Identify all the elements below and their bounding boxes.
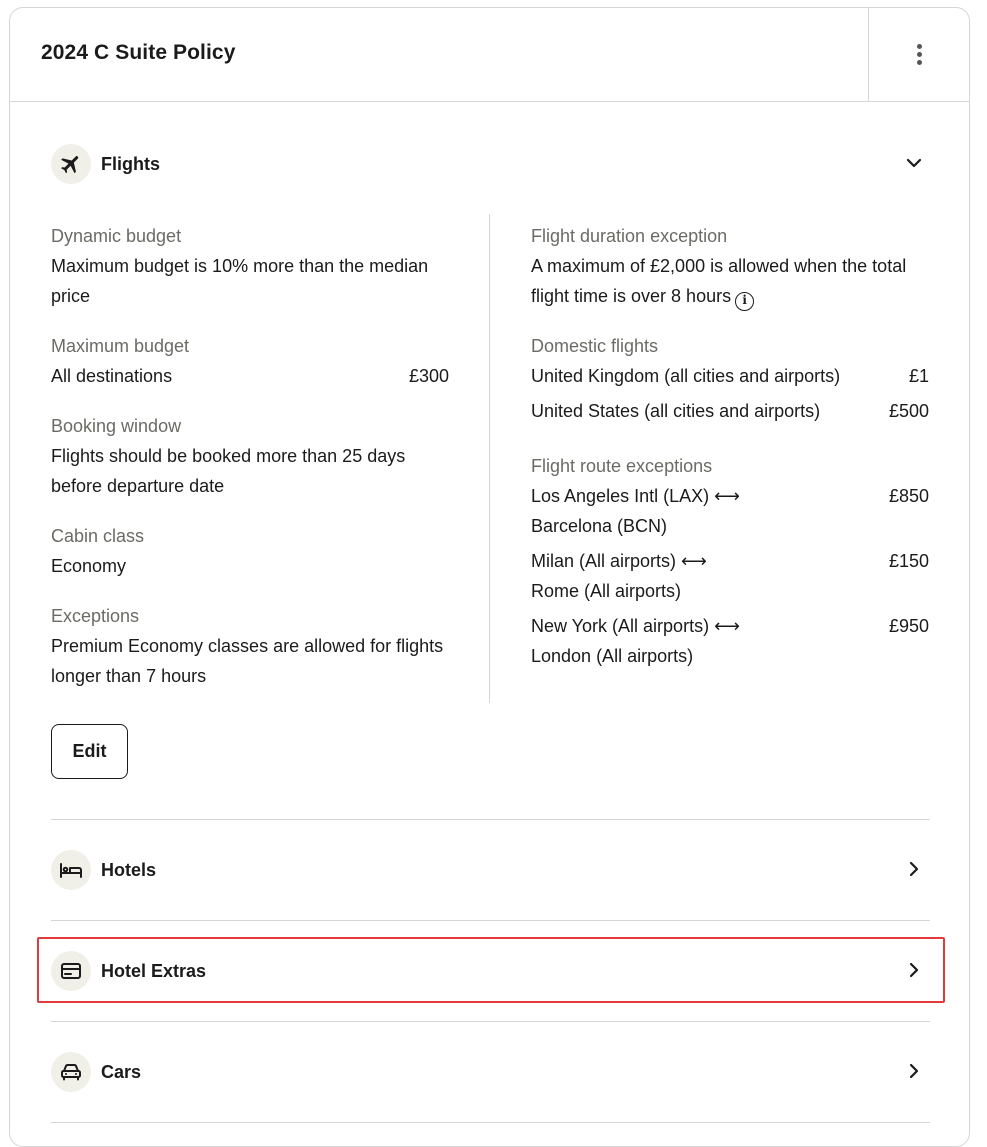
route-to: Rome (All airports) bbox=[531, 581, 682, 601]
section-divider bbox=[51, 920, 930, 921]
page-title: 2024 C Suite Policy bbox=[41, 41, 236, 64]
chevron-right-icon bbox=[904, 960, 924, 980]
domestic-place: United Kingdom (all cities and airports) bbox=[531, 366, 841, 386]
hotels-label: Hotels bbox=[101, 860, 157, 880]
booking-window-value: Flights should be booked more than 25 days before departure date bbox=[51, 446, 406, 496]
hotel-extras-label: Hotel Extras bbox=[101, 961, 207, 981]
kebab-icon-dot bbox=[917, 52, 922, 57]
route-endpoints bbox=[531, 481, 831, 541]
dynamic-budget-value: Maximum budget is 10% more than the median price bbox=[51, 256, 429, 306]
chevron-right-icon bbox=[904, 1061, 924, 1081]
info-icon[interactable]: i bbox=[735, 292, 754, 311]
chevron-right-icon bbox=[904, 859, 924, 879]
duration-exception-label: Flight duration exception bbox=[531, 226, 728, 246]
flights-label: Flights bbox=[101, 154, 160, 174]
flights-section-toggle[interactable] bbox=[51, 144, 930, 184]
hotel-extras-section-toggle[interactable] bbox=[51, 951, 930, 991]
exceptions-value: Premium Economy classes are allowed for flights longer than 7 hours bbox=[51, 636, 444, 686]
policy-card bbox=[9, 7, 970, 1147]
route-endpoints bbox=[531, 611, 831, 671]
bidirectional-arrow-icon: ⟷ bbox=[681, 551, 707, 571]
route-amount: £950 bbox=[888, 616, 929, 636]
route-exceptions-label: Flight route exceptions bbox=[531, 456, 713, 476]
maximum-budget-amount: £300 bbox=[408, 366, 449, 386]
booking-window-label: Booking window bbox=[51, 416, 182, 436]
car-icon bbox=[51, 1052, 91, 1092]
section-divider bbox=[51, 1021, 930, 1022]
duration-exception-value: A maximum of £2,000 is allowed when the total flight time is over 8 hours bbox=[531, 256, 907, 306]
domestic-amount: £500 bbox=[888, 401, 929, 421]
route-row bbox=[531, 611, 929, 671]
duration-exception-value-wrap bbox=[531, 251, 929, 311]
route-row bbox=[531, 481, 929, 541]
card-header bbox=[10, 8, 969, 102]
bidirectional-arrow-icon: ⟷ bbox=[714, 486, 740, 506]
section-divider bbox=[51, 819, 930, 820]
bed-icon bbox=[51, 850, 91, 890]
maximum-budget-label: Maximum budget bbox=[51, 336, 190, 356]
card-icon bbox=[51, 951, 91, 991]
more-options-button[interactable] bbox=[868, 8, 969, 102]
domestic-row bbox=[531, 396, 929, 426]
flights-right-column bbox=[531, 221, 929, 671]
route-row bbox=[531, 546, 929, 606]
chevron-down-icon bbox=[904, 153, 924, 173]
hotels-section-toggle[interactable] bbox=[51, 850, 930, 890]
dynamic-budget-label: Dynamic budget bbox=[51, 226, 182, 246]
bidirectional-arrow-icon: ⟷ bbox=[714, 616, 740, 636]
exceptions-label: Exceptions bbox=[51, 606, 140, 626]
route-from: Los Angeles Intl (LAX) bbox=[531, 486, 710, 506]
route-from: New York (All airports) bbox=[531, 616, 710, 636]
domestic-place: United States (all cities and airports) bbox=[531, 401, 821, 421]
route-amount: £150 bbox=[888, 551, 929, 571]
domestic-row bbox=[531, 361, 929, 391]
domestic-amount: £1 bbox=[908, 366, 929, 386]
cars-section-toggle[interactable] bbox=[51, 1052, 930, 1092]
column-divider bbox=[489, 214, 490, 703]
airplane-icon bbox=[51, 144, 91, 184]
route-to: London (All airports) bbox=[531, 646, 694, 666]
kebab-icon-dot bbox=[917, 60, 922, 65]
domestic-flights-label: Domestic flights bbox=[531, 336, 659, 356]
cabin-class-label: Cabin class bbox=[51, 526, 145, 546]
kebab-icon bbox=[917, 44, 922, 49]
route-endpoints bbox=[531, 546, 831, 606]
section-divider bbox=[51, 1122, 930, 1123]
edit-button[interactable]: Edit bbox=[51, 724, 128, 779]
cars-label: Cars bbox=[101, 1062, 142, 1082]
route-from: Milan (All airports) bbox=[531, 551, 677, 571]
maximum-budget-row bbox=[51, 361, 449, 391]
cabin-class-value: Economy bbox=[51, 556, 127, 576]
route-amount: £850 bbox=[888, 486, 929, 506]
maximum-budget-destination: All destinations bbox=[51, 366, 173, 386]
route-to: Barcelona (BCN) bbox=[531, 516, 668, 536]
flights-left-column bbox=[51, 221, 449, 691]
